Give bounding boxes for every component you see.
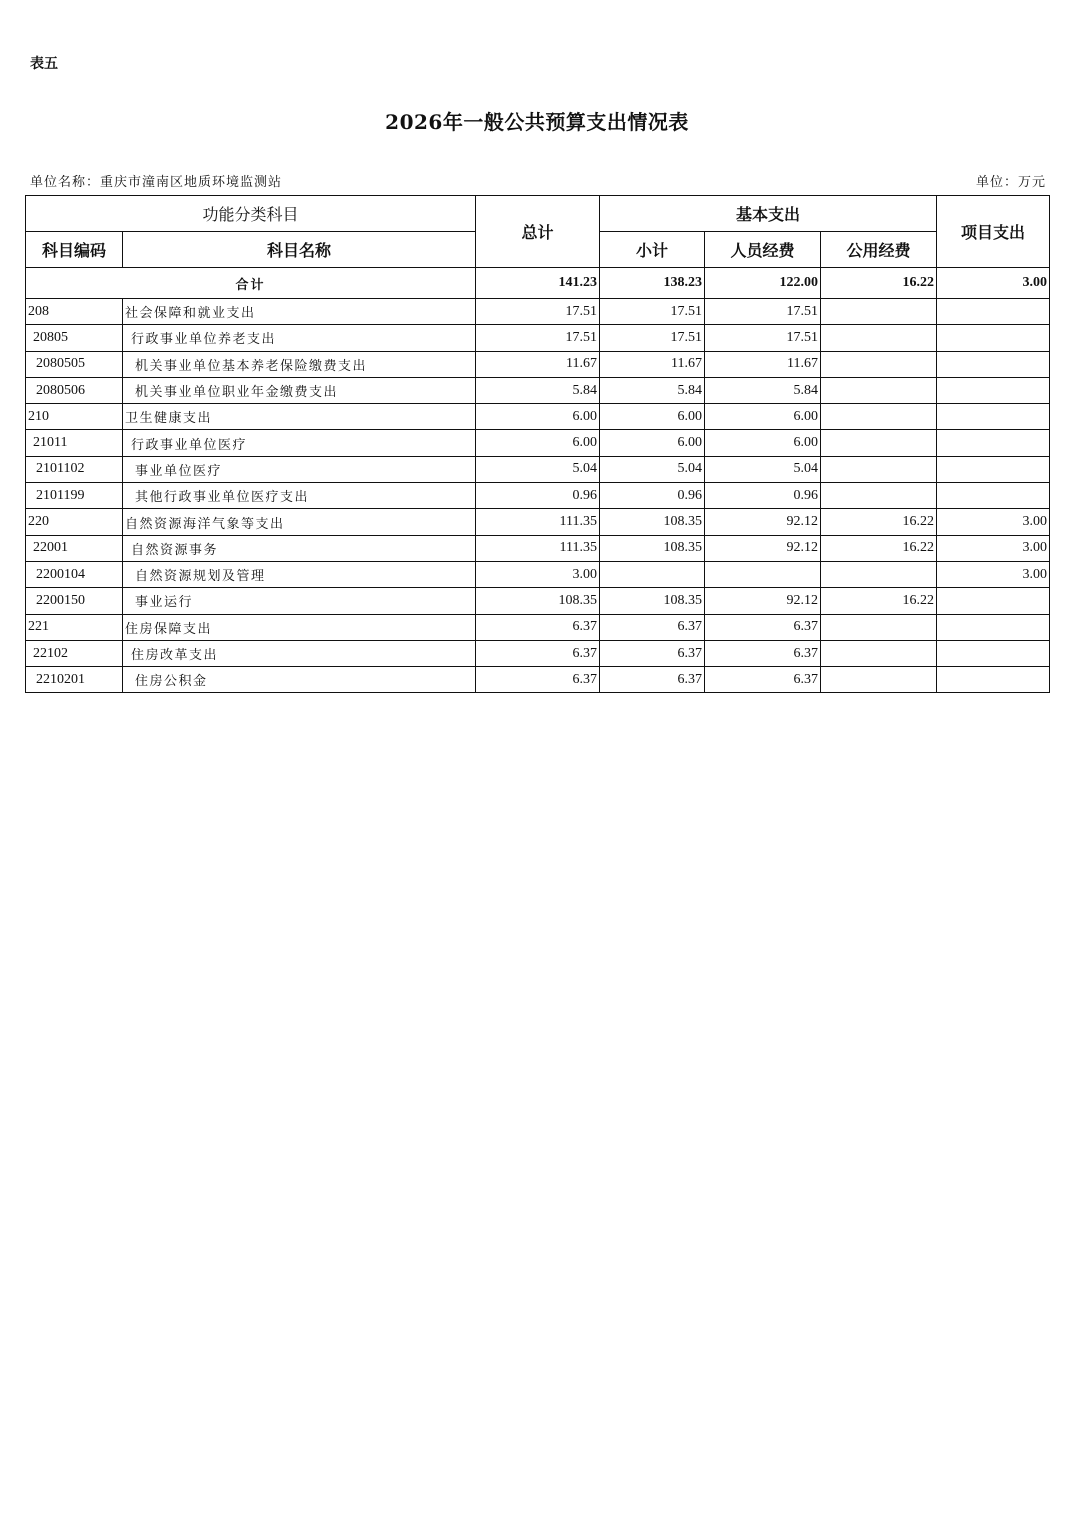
row-project <box>937 351 1050 377</box>
total-project: 3.00 <box>937 268 1050 299</box>
row-name: 机关事业单位职业年金缴费支出 <box>123 377 476 403</box>
row-total: 5.84 <box>476 377 600 403</box>
total-subtotal: 138.23 <box>600 268 705 299</box>
budget-expenditure-table <box>25 195 1050 693</box>
table-row <box>26 588 1050 614</box>
table-row <box>26 614 1050 640</box>
row-personnel: 6.37 <box>705 667 821 693</box>
row-project <box>937 430 1050 456</box>
row-code: 221 <box>26 614 123 640</box>
row-subtotal: 11.67 <box>600 351 705 377</box>
table-row <box>26 483 1050 509</box>
row-subtotal: 6.00 <box>600 430 705 456</box>
row-public-use: 16.22 <box>821 509 937 535</box>
row-personnel: 5.84 <box>705 377 821 403</box>
row-name: 其他行政事业单位医疗支出 <box>123 483 476 509</box>
row-personnel: 0.96 <box>705 483 821 509</box>
row-name: 事业单位医疗 <box>123 456 476 482</box>
table-row <box>26 325 1050 351</box>
row-subtotal: 6.37 <box>600 640 705 666</box>
total-total: 141.23 <box>476 268 600 299</box>
row-personnel: 17.51 <box>705 325 821 351</box>
row-name: 自然资源海洋气象等支出 <box>123 509 476 535</box>
row-personnel: 92.12 <box>705 535 821 561</box>
row-total: 11.67 <box>476 351 600 377</box>
row-code: 22001 <box>26 535 123 561</box>
row-name: 自然资源事务 <box>123 535 476 561</box>
row-total: 6.00 <box>476 404 600 430</box>
row-total: 108.35 <box>476 588 600 614</box>
row-name: 卫生健康支出 <box>123 404 476 430</box>
row-code: 220 <box>26 509 123 535</box>
row-total: 17.51 <box>476 325 600 351</box>
header-personnel: 人员经费 <box>705 232 821 268</box>
row-personnel: 6.00 <box>705 404 821 430</box>
row-public-use: 16.22 <box>821 535 937 561</box>
header-basic-expenditure: 基本支出 <box>600 196 937 232</box>
row-public-use: 16.22 <box>821 588 937 614</box>
table-row <box>26 377 1050 403</box>
row-public-use <box>821 667 937 693</box>
table-row <box>26 509 1050 535</box>
row-project: 3.00 <box>937 561 1050 587</box>
row-public-use <box>821 325 937 351</box>
total-label: 合计 <box>26 268 476 299</box>
row-project: 3.00 <box>937 535 1050 561</box>
header-subtotal: 小计 <box>600 232 705 268</box>
row-public-use <box>821 351 937 377</box>
row-subtotal: 5.04 <box>600 456 705 482</box>
row-total: 6.00 <box>476 430 600 456</box>
row-personnel: 17.51 <box>705 299 821 325</box>
row-code: 21011 <box>26 430 123 456</box>
row-name: 自然资源规划及管理 <box>123 561 476 587</box>
row-personnel: 6.37 <box>705 614 821 640</box>
row-project: 3.00 <box>937 509 1050 535</box>
table-row <box>26 404 1050 430</box>
row-project <box>937 640 1050 666</box>
row-subtotal: 17.51 <box>600 325 705 351</box>
row-total: 6.37 <box>476 667 600 693</box>
row-name: 住房保障支出 <box>123 614 476 640</box>
row-subtotal: 6.00 <box>600 404 705 430</box>
row-name: 事业运行 <box>123 588 476 614</box>
row-code: 2080505 <box>26 351 123 377</box>
row-name: 社会保障和就业支出 <box>123 299 476 325</box>
table-label: 表五 <box>30 56 58 72</box>
row-subtotal: 6.37 <box>600 614 705 640</box>
row-code: 2101199 <box>26 483 123 509</box>
row-subtotal: 5.84 <box>600 377 705 403</box>
row-subtotal: 108.35 <box>600 588 705 614</box>
table-row <box>26 640 1050 666</box>
table-row <box>26 535 1050 561</box>
total-personnel: 122.00 <box>705 268 821 299</box>
row-subtotal: 108.35 <box>600 535 705 561</box>
row-project <box>937 299 1050 325</box>
row-code: 2200104 <box>26 561 123 587</box>
row-code: 210 <box>26 404 123 430</box>
header-total: 总计 <box>476 196 600 268</box>
unit-name: 单位名称：重庆市潼南区地质环境监测站 <box>30 175 283 190</box>
row-public-use <box>821 483 937 509</box>
row-total: 5.04 <box>476 456 600 482</box>
row-total: 6.37 <box>476 614 600 640</box>
header-row-1 <box>26 196 1050 232</box>
table-row <box>26 667 1050 693</box>
row-public-use <box>821 456 937 482</box>
row-code: 2080506 <box>26 377 123 403</box>
row-personnel: 6.00 <box>705 430 821 456</box>
row-name: 住房公积金 <box>123 667 476 693</box>
document-title: 2026年一般公共预算支出情况表 <box>385 110 689 134</box>
row-total: 111.35 <box>476 535 600 561</box>
row-total: 6.37 <box>476 640 600 666</box>
total-public-use: 16.22 <box>821 268 937 299</box>
row-project <box>937 614 1050 640</box>
table-row <box>26 456 1050 482</box>
table-row <box>26 430 1050 456</box>
row-subtotal: 6.37 <box>600 667 705 693</box>
row-personnel: 92.12 <box>705 509 821 535</box>
row-code: 20805 <box>26 325 123 351</box>
row-subtotal: 108.35 <box>600 509 705 535</box>
row-personnel: 6.37 <box>705 640 821 666</box>
row-name: 行政事业单位养老支出 <box>123 325 476 351</box>
row-code: 2200150 <box>26 588 123 614</box>
header-public-use: 公用经费 <box>821 232 937 268</box>
row-total: 17.51 <box>476 299 600 325</box>
row-personnel: 5.04 <box>705 456 821 482</box>
row-name: 住房改革支出 <box>123 640 476 666</box>
row-public-use <box>821 430 937 456</box>
row-project <box>937 456 1050 482</box>
row-code: 2101102 <box>26 456 123 482</box>
row-project <box>937 667 1050 693</box>
row-project <box>937 377 1050 403</box>
row-public-use <box>821 404 937 430</box>
row-total: 3.00 <box>476 561 600 587</box>
row-subtotal <box>600 561 705 587</box>
row-personnel: 11.67 <box>705 351 821 377</box>
table-row <box>26 351 1050 377</box>
row-project <box>937 404 1050 430</box>
row-project <box>937 325 1050 351</box>
row-subtotal: 0.96 <box>600 483 705 509</box>
row-code: 22102 <box>26 640 123 666</box>
row-subtotal: 17.51 <box>600 299 705 325</box>
row-name: 机关事业单位基本养老保险缴费支出 <box>123 351 476 377</box>
header-functional-category: 功能分类科目 <box>26 196 476 232</box>
table-row <box>26 299 1050 325</box>
header-subject-code: 科目编码 <box>26 232 123 268</box>
unit-currency: 单位：万元 <box>975 175 1046 190</box>
row-project <box>937 483 1050 509</box>
row-code: 2210201 <box>26 667 123 693</box>
row-public-use <box>821 640 937 666</box>
row-public-use <box>821 377 937 403</box>
header-subject-name: 科目名称 <box>123 232 476 268</box>
row-code: 208 <box>26 299 123 325</box>
row-personnel: 92.12 <box>705 588 821 614</box>
row-public-use <box>821 299 937 325</box>
header-project-expenditure: 项目支出 <box>937 196 1050 268</box>
total-row <box>26 268 1050 299</box>
row-project <box>937 588 1050 614</box>
row-total: 0.96 <box>476 483 600 509</box>
table-row <box>26 561 1050 587</box>
row-public-use <box>821 614 937 640</box>
row-public-use <box>821 561 937 587</box>
row-total: 111.35 <box>476 509 600 535</box>
row-personnel <box>705 561 821 587</box>
row-name: 行政事业单位医疗 <box>123 430 476 456</box>
